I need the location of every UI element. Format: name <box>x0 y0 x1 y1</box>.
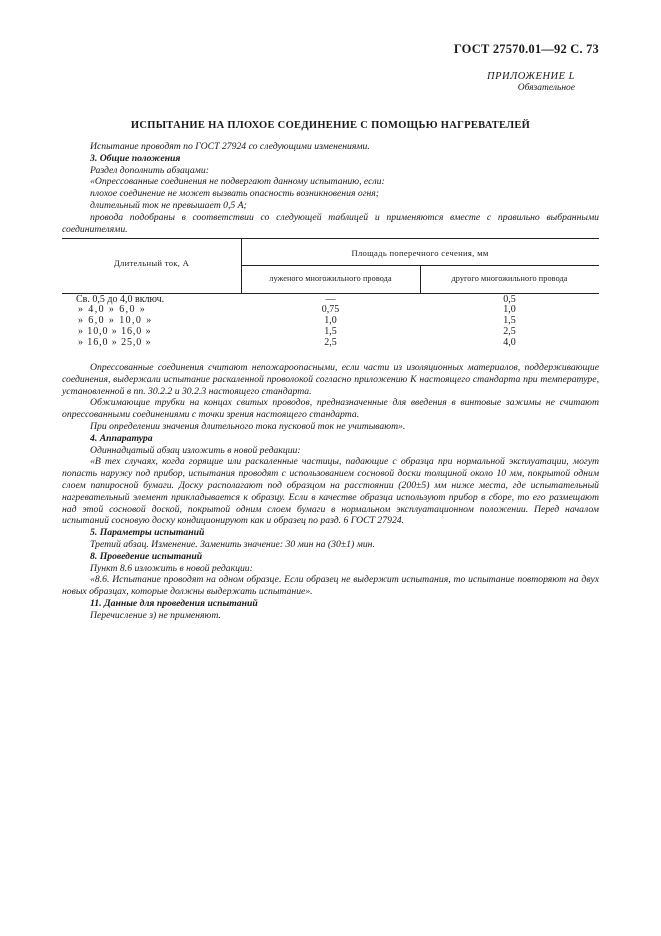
body-paragraph: Обжимающие трубки на концах свитых проводов, предназначенные для введения в винтовые зажимы не считают опрессованными соединениями с точки зрения настоящего стандарта. <box>62 397 599 421</box>
heading-general: 3. Общие положения <box>90 152 181 164</box>
table-cell: Св. 0,5 до 4,0 включ. <box>76 294 165 305</box>
body-paragraph: Опрессованные соединения считают непожароопасными, если части из изоляционных материалов, поддерживающие соединения, выдержали испытание раскаленной проволокой согласно приложению К настоящего стандарта при температуре, установленной в пп. 30.2.2 и 30.2.3 настоящего стандарта. <box>62 362 599 397</box>
heading-test-procedure: 8. Проведение испытаний <box>90 550 203 562</box>
table-cell: » 4,0 » 6,0 » <box>78 304 147 315</box>
table-cell: — <box>325 294 336 305</box>
heading-test-data: 11. Данные для проведения испытаний <box>90 597 258 609</box>
column-header-other: другого многожильного провода <box>451 274 568 283</box>
heading-test-parameters: 5. Параметры испытаний <box>90 527 205 539</box>
body-paragraph: Перечисление з) не применяют. <box>90 609 221 621</box>
column-header-tinned: луженого многожильного провода <box>269 274 392 283</box>
table-cell: 1,5 <box>503 315 516 326</box>
body-paragraph: «8.6. Испытание проводят на одном образце. Если образец не выдержит испытания, то испытание повторяют на двух новых образцах, которые должны выдержать испытание». <box>62 574 599 598</box>
table-cell: 1,0 <box>324 315 337 326</box>
intro-paragraph: Испытание проводят по ГОСТ 27924 со следующими изменениями. <box>90 141 370 152</box>
intro-paragraph: Раздел дополнить абзацами: <box>90 164 209 176</box>
intro-paragraph: плохое соединение не может вызвать опасность возникновения огня; <box>90 188 380 200</box>
table-header-rule <box>241 265 599 266</box>
table-cell: » 10,0 » 16,0 » <box>78 326 152 337</box>
column-group-header: Площадь поперечного сечения, мм <box>351 248 489 258</box>
table-cell: » 16,0 » 25,0 » <box>78 337 152 348</box>
body-paragraph: Одиннадцатый абзац изложить в новой редакции: <box>90 444 301 456</box>
table-cell: 4,0 <box>503 337 516 348</box>
appendix-status: Обязательное <box>517 83 575 93</box>
table-cell: 1,5 <box>324 326 337 337</box>
body-paragraph: Пункт 8.6 изложить в новой редакции: <box>90 562 253 574</box>
column-header-current: Длительный ток, А <box>113 258 190 268</box>
table-cell: 2,5 <box>324 337 337 348</box>
table-cell: » 6,0 » 10,0 » <box>78 315 153 326</box>
table-cell: 2,5 <box>503 326 516 337</box>
intro-text <box>62 141 599 235</box>
table-top-rule <box>62 238 599 239</box>
body-paragraph: Третий абзац. Изменение. Заменить значение: 30 мин на (30±1) мин. <box>90 538 375 550</box>
appendix-title: ПРИЛОЖЕНИЕ L <box>487 71 575 82</box>
appendix-label <box>487 71 575 93</box>
intro-paragraph: провода подобраны в соответствии со следующей таблицей и применяются вместе с правильно выбранными соединителями. <box>62 211 599 235</box>
body-text <box>62 362 599 622</box>
section-title: ИСПЫТАНИЕ НА ПЛОХОЕ СОЕДИНЕНИЕ С ПОМОЩЬЮ НАГРЕВАТЕЛЕЙ <box>130 120 531 131</box>
intro-paragraph: «Опрессованные соединения не подвергают данному испытанию, если: <box>90 176 385 188</box>
document-reference: ГОСТ 27570.01—92 С. 73 <box>453 42 599 56</box>
table-cell: 0,75 <box>321 304 340 315</box>
table-cell: 1,0 <box>503 304 516 315</box>
body-paragraph: «В тех случаях, когда горящие или раскаленные частицы, падающие с образца при нормальной эксплуатации, могут попасть наружу под прибор, испытания проводят с использованием сосновой доски толщиной около 10 мм, покрытой одним слоем папиросной бумаги. Доску располагают под образцом на расстоянии (200±5) мм ниже места, где испытательный нагревательный элемент прикладывается к образцу. Если в качестве образца используют прибор в сборе, то его размещают над этой сосновой доской, покрытой одним слоем бумаги в нормальном эксплуатационном положении. Перед началом испытаний сосновую доску кондиционируют как и образец по разд. 6 ГОСТ 27924. <box>62 456 599 527</box>
intro-paragraph: длительный ток не превышает 0,5 А; <box>90 199 247 211</box>
body-paragraph: При определении значения длительного тока пусковой ток не учитывают». <box>90 420 406 432</box>
heading-apparatus: 4. Аппаратура <box>90 432 153 444</box>
table-cell: 0,5 <box>503 294 516 305</box>
